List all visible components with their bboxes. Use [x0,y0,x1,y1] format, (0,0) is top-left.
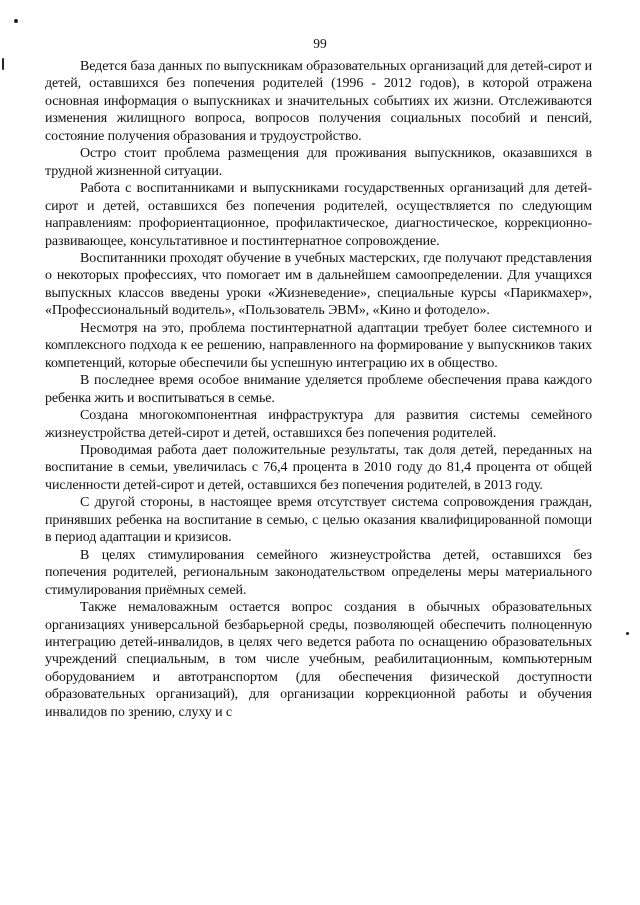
paragraph: Также немаловажным остается вопрос создания в обычных образовательных организациях универсальной безбарьерной среды, позволяющей обеспечить полноценную интеграцию детей-инвалидов, в целях чего ведется работа по оснащению образовательных учреждений специальным, в том числе учебным, реабилитационным, компьютерным оборудованием и автотранспортом (для обеспечения физической доступности образовательных организаций), для организации коррекционной работы и обучения инвалидов по зрению, слуху и с [45,600,592,720]
document-body [45,58,592,721]
scan-speck [2,58,4,70]
paragraph: Работа с воспитанниками и выпускниками государственных организаций для детей-сирот и детей, оставшихся без попечения родителей, осуществляется по следующим направлениям: профориентационное, профилактическое, диагностическое, коррекционно-развивающее, консультативное и постинтернатное сопровождение. [45,181,592,249]
scan-speck [626,632,629,635]
paragraph: Остро стоит проблема размещения для проживания выпускников, оказавшихся в трудной жизненной ситуации. [45,146,592,179]
scan-speck [14,19,18,23]
paragraph: С другой стороны, в настоящее время отсутствует система сопровождения граждан, принявших ребенка на воспитание в семью, с целью оказания квалифицированной помощи в период адаптации и кризисов. [45,495,592,546]
paragraph: Воспитанники проходят обучение в учебных мастерских, где получают представления о некоторых профессиях, что помогает им в дальнейшем самоопределении. Для учащихся выпускных классов введены уроки «Жизневедение», специальные курсы «Парикмахер», «Профессиональный водитель», «Пользователь ЭВМ», «Кино и фотодело». [45,250,592,319]
paragraph: Ведется база данных по выпускникам образовательных организаций для детей-сирот и детей, оставшихся без попечения родителей (1996 - 2012 годов), в которой отражена основная информация о выпускниках и значительных событиях их жизни. Отслеживаются изменения жилищного вопроса, вопросов получения социальных пособий и пенсий, состояние получения образования и трудоустройство. [45,59,592,144]
paragraph: Несмотря на это, проблема постинтернатной адаптации требует более системного и комплексного подхода к ее решению, направленного на формирование у выпускников таких компетенций, которые обеспечили бы успешную интеграцию их в общество. [45,320,592,371]
paragraph: Создана многокомпонентная инфраструктура для развития системы семейного жизнеустройства детей-сирот и детей, оставшихся без попечения родителей. [45,408,592,441]
page-number: 99 [313,36,327,51]
paragraph: Проводимая работа дает положительные результаты, так доля детей, переданных на воспитание в семьи, увеличилась с 76,4 процента в 2010 году до 81,4 процента от общей численности детей-сирот и детей, оставшихся без попечения родителей, в 2013 году. [45,442,592,493]
paragraph: В последнее время особое внимание уделяется проблеме обеспечения права каждого ребенка жить и воспитываться в семье. [45,373,592,406]
paragraph: В целях стимулирования семейного жизнеустройства детей, оставшихся без попечения родителей, региональным законодательством определены меры материального стимулирования приёмных семей. [45,547,592,598]
